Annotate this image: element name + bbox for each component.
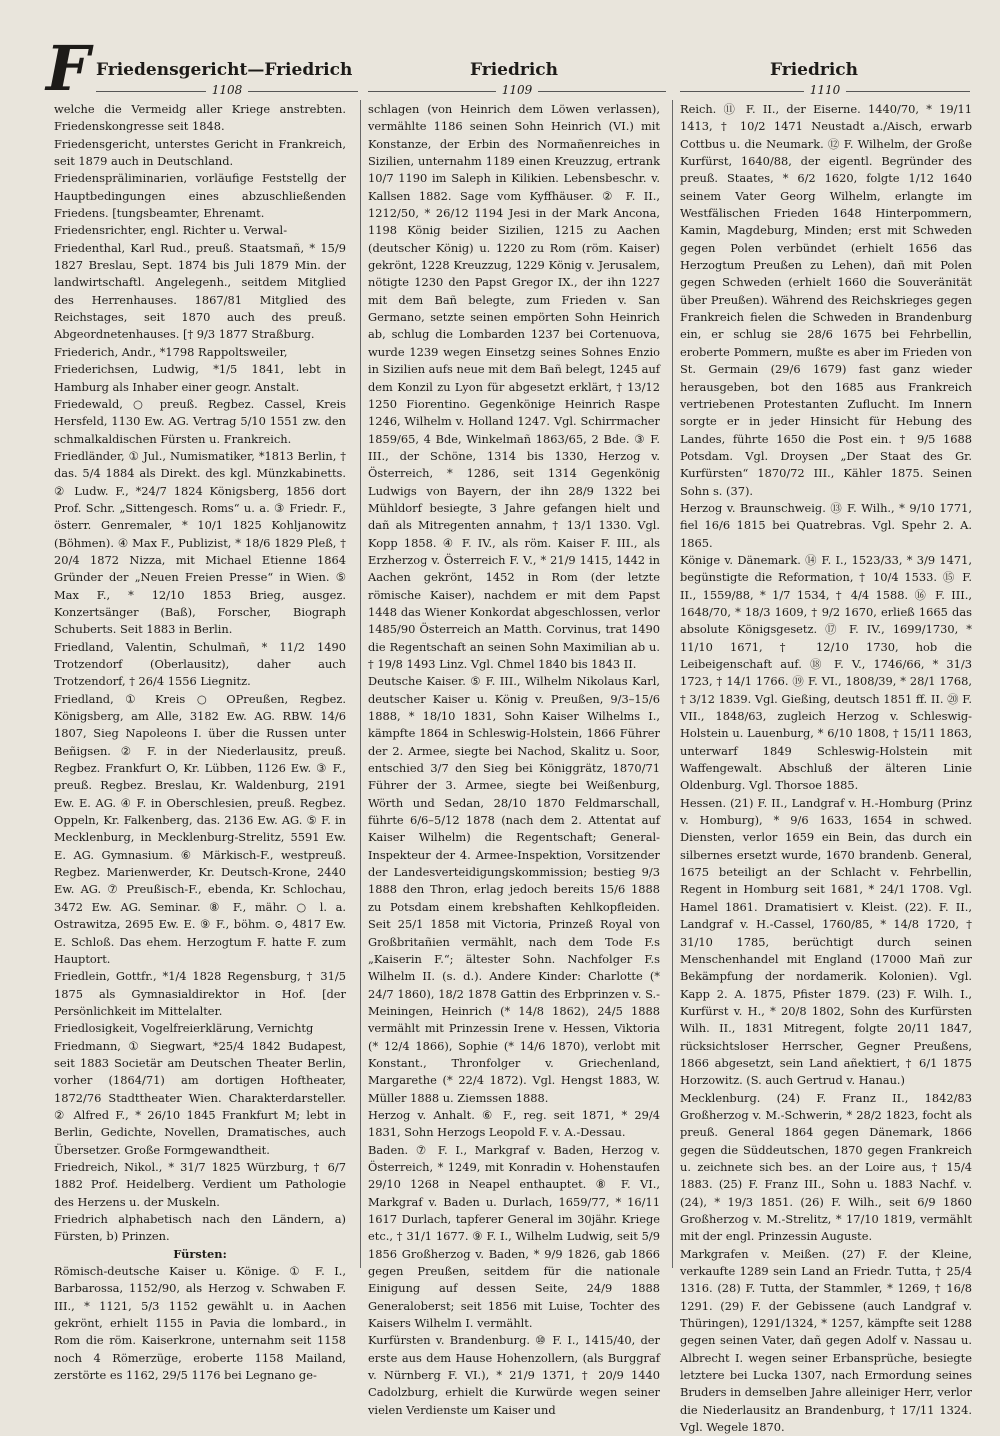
entry-paragraph: Könige v. Dänemark. ⑭ F. I., 1523/33, * 3/9 1471, begünstigte die Reformation, † 10/4 1533. ⑮ F. II., 1559/88, * 1/7 1534, † 4/4 1588. ⑯ F. III., 1648/70, * 18/3 1609, † 9/2 1670, erließ 1665 das absolute Königsgesetz. ⑰ F. IV., 1699/1730, * 11/10 1671, † 12/10 1730, hob die Leibeigenschaft auf. ⑱ F. V., 1746/66, * 31/3 1723, † 14/1 1766. ⑲ F. VI., 1808/39, * 28/1 1768, † 3/12 1839. Vgl. Gießing, deutsch 1851 ff. II. ⑳ F. VII., 1848/63, zugleich Herzog v. Schleswig-Holstein u. Lauenburg, * 6/10 1808, † 15/11 1863, unterwarf 1849 Schleswig-Holstein mit Waffengewalt. Abschluß der älteren Linie Oldenburg. Vgl. Thorsoe 1885. [680,552,972,793]
section-initial-letter: F [46,32,91,105]
entry-paragraph: Herzog v. Anhalt. ⑥ F., reg. seit 1871, * 29/4 1831, Sohn Herzogs Leopold F. v. A.-Dessau. [368,1107,660,1140]
text-column-1 [54,101,346,1383]
section-heading: Fürsten: [173,1246,227,1261]
entry-paragraph: Friedland, Valentin, Schulmañ, * 11/2 1490 Trotzendorf (Oberlausitz), daher auch Trotzendorf, † 26/4 1556 Liegnitz. [54,639,346,689]
text-column-2 [368,101,660,1417]
text-column-3 [680,101,972,1435]
middle-page-number: 1109 [368,83,666,99]
entry-paragraph: Friedreich, Nikol., * 31/7 1825 Würzburg, † 6/7 1882 Prof. Heidelberg. Verdient um Pathologie des Herzens u. der Muskeln. [54,1159,346,1209]
entry-paragraph: Friedrich alphabetisch nach den Ländern, a) Fürsten, b) Prinzen. [54,1212,346,1244]
entry-paragraph: Hessen. (21) F. II., Landgraf v. H.-Homburg (Prinz v. Homburg), * 9/6 1633, 1654 in schwed. Diensten, verlor 1659 ein Bein, das durch ein silbernes ersetzt wurde, 1670 brandenb. General, 1675 beteiligt an der Schlacht v. Fehrbellin, Regent in Homburg seit 1681, * 24/1 1708. Vgl. Hamel 1861. Dramatisiert v. Kleist. (22). F. II., Landgraf v. H.-Cassel, 1760/85, * 14/8 1720, † 31/10 1785, berüchtigt durch seinen Menschenhandel mit England (17000 Mañ zur Bekämpfung der nordamerik. Kolonien). Vgl. Kapp 2. A. 1875, Pfister 1879. (23) F. Wilh. I., Kurfürst v. H., * 20/8 1802, Sohn des Kurfürsten Wilh. II., 1831 Mitregent, folgte 20/11 1847, rücksichtsloser Herrscher, Gegner Preußens, 1866 abgesetzt, sein Land añektiert, † 6/1 1875 Horzowitz. (S. auch Gertrud v. Hanau.) [680,795,972,1088]
entry-paragraph: Reich. ⑪ F. II., der Eiserne. 1440/70, * 19/11 1413, † 10/2 1471 Neustadt a./Aisch, erwarb Cottbus u. die Neumark. ⑫ F. Wilhelm, der Große Kurfürst, 1640/88, der eigentl. Begründer des preuß. Staates, * 6/2 1620, folgte 1/12 1640 seinem Vater Georg Wilhelm, erlangte im Westfälischen Frieden 1648 Hinterpommern, Kamin, Magdeburg, Minden; erst mit Schweden gegen Polen verbündet (erhielt 1656 das Herzogtum Preußen zu Lehen), dañ mit Polen gegen Schweden (erhielt 1660 die Souveränität über Preußen). Während des Reichskrieges gegen Frankreich fielen die Schweden in Brandenburg ein, er schlug sie 28/6 1675 bei Fehrbellin, eroberte Pommern, mußte es aber im Frieden von St. Germain (29/6 1679) fast ganz wieder herausgeben, bot den 1685 aus Frankreich vertriebenen Protestanten Zuflucht. Im Innern sorgte er in jeder Hinsicht für Hebung des Landes, führte 1650 die Post ein. † 9/5 1688 Potsdam. Vgl. Droysen „Der Staat des Gr. Kurfürsten“ 1870/72 III., Kähler 1875. Seinen Sohn s. (37). [680,102,972,498]
entry-paragraph: Friederichsen, Ludwig, *1/5 1841, lebt in Hamburg als Inhaber einer geogr. Anstalt. [54,362,346,394]
entry-paragraph: Friedensrichter, engl. Richter u. Verwal- [54,223,288,238]
entry-paragraph: Mecklenburg. (24) F. Franz II., 1842/83 Großherzog v. M.-Schwerin, * 28/2 1823, focht als preuß. General 1864 gegen Dänemark, 1866 gegen die Süddeutschen, 1870 gegen Frankreich u. zeichnete sich bes. an der Loire aus, † 15/4 1883. (25) F. Franz III., Sohn u. 1883 Nachf. v. (24), * 19/3 1851. (26) F. Wilh., seit 6/9 1860 Großherzog v. M.-Strelitz, * 17/10 1819, vermählt mit der engl. Prinzessin Auguste. [680,1090,972,1244]
entry-paragraph: Friedensgericht, unterstes Gericht in Frankreich, seit 1879 auch in Deutschland. [54,136,346,169]
entry-paragraph: Markgrafen v. Meißen. (27) F. der Kleine, verkaufte 1289 sein Land an Friedr. Tutta, † 25/4 1316. (28) F. Tutta, der Stammler, * 1269, † 16/8 1291. (29) F. der Gebissene (auch Landgraf v. Thüringen), 1291/1324, * 1257, kämpfte seit 1288 gegen seinen Vater, dañ gegen Adolf v. Nassau u. Albrecht I. wegen seiner Erbansprüche, besiegte letztere bei Lucka 1307, nach Ermordung seines Bruders in demselben Jahre alleiniger Herr, verlor die Niederlausitz an Brandenburg, † 17/11 1324. Vgl. Wegele 1870. [680,1246,972,1435]
entry-paragraph: Friedland, ① Kreis ○ OPreußen, Regbez. Königsberg, am Alle, 3182 Ew. AG. RBW. 14/6 1807, Sieg Napoleons I. über die Russen unter Beñigsen. ② F. in der Niederlausitz, preuß. Regbez. Frankfurt O, Kr. Lübben, 1126 Ew. ③ F., preuß. Regbez. Breslau, Kr. Waldenburg, 2191 Ew. E. AG. ④ F. in Oberschlesien, preuß. Regbez. Oppeln, Kr. Falkenberg, das. 2136 Ew. AG. ⑤ F. in Mecklenburg, in Mecklenburg-Strelitz, 5591 Ew. E. AG. Gymnasium. ⑥ Märkisch-F., westpreuß. Regbez. Marienwerder, Kr. Deutsch-Krone, 2440 Ew. AG. ⑦ Preußisch-F., ebenda, Kr. Schlochau, 3472 Ew. AG. Seminar. ⑧ F., mähr. ○ l. a. Ostrawitza, 2695 Ew. E. ⑨ F., böhm. ⊙, 4817 Ew. E. Schloß. Das ehem. Herzogtum F. hatte F. zum Hauptort. [54,691,346,966]
entry-paragraph: Römisch-deutsche Kaiser u. Könige. ① F. I., Barbarossa, 1152/90, als Herzog v. Schwaben F. III., * 1121, 5/3 1152 gewählt u. in Aachen gekrönt, erhielt 1155 in Pavia die lombard., in Rom die röm. Kaiserkrone, unternahm seit 1158 noch 4 Römerzüge, eroberte 1158 Mailand, zerstörte es 1162, 29/5 1176 bei Legnano ge- [54,1264,346,1383]
entry-paragraph: Friedländer, ① Jul., Numismatiker, *1813 Berlin, † das. 5/4 1884 als Direkt. des kgl. Münzkabinetts. ② Ludw. F., *24/7 1824 Königsberg, 1856 dort Prof. Schr. „Sittengesch. Roms“ u. a. ③ Friedr. F., österr. Genremaler, * 10/1 1825 Kohljanowitz (Böhmen). ④ Max F., Publizist, * 18/6 1829 Pleß, † 20/4 1872 Nizza, mit Michael Etienne 1864 Gründer der „Neuen Freien Presse“ in Wien. ⑤ Max F., * 12/10 1853 Brieg, ausgez. Konzertsänger (Baß), Forscher, Biograph Schuberts. Seit 1883 in Berlin. [54,448,346,637]
entry-paragraph: Deutsche Kaiser. ⑤ F. III., Wilhelm Nikolaus Karl, deutscher Kaiser u. König v. Preußen, 9/3–15/6 1888, * 18/10 1831, Sohn Kaiser Wilhelms I., kämpfte 1864 in Schleswig-Holstein, 1866 Führer der 2. Armee, siegte bei Nachod, Skalitz u. Soor, entschied 3/7 den Sieg bei Königgrätz, 1870/71 Führer der 3. Armee, siegte bei Weißenburg, Wörth und Sedan, 28/10 1870 Feldmarschall, führte 6/6–5/12 1878 (nach dem 2. Attentat auf Kaiser Wilhelm) die Regentschaft; General-Inspekteur der 4. Armee-Inspektion, Vorsitzender der Landesverteidigungskommission; bestieg 9/3 1888 den Thron, erlag jedoch bereits 15/6 1888 zu Potsdam einem krebshaften Kehlkopfleiden. Seit 25/1 1858 mit Victoria, Prinzeß Royal von Großbritañien vermählt, nach dem Tode F.s „Kaiserin F.“; ältester Sohn. Nachfolger F.s Wilhelm II. (s. d.). Andere Kinder: Charlotte (* 24/7 1860), 18/2 1878 Gattin des Erbprinzen v. S.-Meiningen, Heinrich (* 14/8 1862), 24/5 1888 vermählt mit Prinzessin Irene v. Hessen, Viktoria (* 12/4 1866), Sophie (* 14/6 1870), verlobt mit Konstant., Thronfolger v. Griechenland, Margarethe (* 22/4 1872). Vgl. Hengst 1883, W. Müller 1888 u. Ziemssen 1888. [368,674,660,1105]
entry-paragraph: Baden. ⑦ F. I., Markgraf v. Baden, Herzog v. Österreich, * 1249, mit Konradin v. Hohenstaufen 29/10 1268 in Neapel enthauptet. ⑧ F. VI., Markgraf v. Baden u. Durlach, 1659/77, * 16/11 1617 Durlach, tapferer General im 30jähr. Kriege etc., † 31/1 1677. ⑨ F. I., Wilhelm Ludwig, seit 5/9 1856 Großherzog v. Baden, * 9/9 1826, gab 1866 gegen Preußen, seitdem für die nationale Einigung auf dessen Seite, 24/9 1888 Generaloberst; seit 1856 mit Luise, Tochter des Kaisers Wilhelm I. vermählt. [368,1142,660,1331]
right-running-head: Friedrich [770,60,859,80]
entry-paragraph: welche die Vermeidg aller Kriege anstrebten. Friedenskongresse seit 1848. [54,102,346,134]
column-divider [672,100,673,1268]
entry-paragraph: Friedlein, Gottfr., *1/4 1828 Regensburg, † 31/5 1875 als Gymnasialdirektor in Hof. [der Persönlichkeit im Mittelalter. [54,969,346,1018]
column-divider [360,100,361,1268]
entry-paragraph: Friedewald, ○ preuß. Regbez. Cassel, Kreis Hersfeld, 1130 Ew. AG. Vertrag 5/10 1551 zw. den schmalkaldischen Fürsten u. Frankreich. [54,396,346,446]
entry-paragraph: schlagen (von Heinrich dem Löwen verlassen), vermählte 1186 seinen Sohn Heinrich (VI.) mit Konstanze, der Erbin des Normañenreiches in Sizilien, unternahm 1189 einen Kreuzzug, ertrank 10/7 1190 im Saleph in Kilikien. Lebensbeschr. v. Kallsen 1882. Sage vom Kyffhäuser. ② F. II., 1212/50, * 26/12 1194 Jesi in der Mark Ancona, 1198 König beider Sizilien, 1215 zu Aachen (deutscher König) u. 1220 zu Rom (röm. Kaiser) gekrönt, 1228 Kreuzzug, 1229 König v. Jerusalem, nötigte 1230 den Papst Gregor IX., der ihn 1227 mit dem Bañ belegte, zum Frieden v. San Germano, setzte seinen empörten Sohn Heinrich ab, schlug die Lombarden 1237 bei Cortenuova, wurde 1239 wegen Einsetzg seines Sohnes Enzio in Sizilien aufs neue mit dem Bañ belegt, 1245 auf dem Konzil zu Lyon für abgesetzt erklärt, † 13/12 1250 Fiorentino. Gegenkönige Heinrich Raspe 1246, Wilhelm v. Holland 1247. Vgl. Schirrmacher 1859/65, 4 Bde, Winkelmañ 1863/65, 2 Bde. ③ F. III., der Schöne, 1314 bis 1330, Herzog v. Österreich, * 1286, seit 1314 Gegenkönig Ludwigs von Bayern, der ihn 28/9 1322 bei Mühldorf besiegte, 3 Jahre gefangen hielt und dañ als Mitregenten annahm, † 13/1 1330. Vgl. Kopp 1858. ④ F. IV., als röm. Kaiser F. III., als Erzherzog v. Österreich F. V., * 21/9 1415, 1442 in Aachen gekrönt, 1452 in Rom (der letzte römische Kaiser), nachdem er mit dem Papst 1448 das Wiener Konkordat abgeschlossen, verlor 1485/90 Österreich an Matth. Corvinus, trat 1490 die Regentschaft an seinen Sohn Maximilian ab u. † 19/8 1493 Linz. Vgl. Chmel 1840 bis 1843 II. [368,102,660,671]
middle-running-head: Friedrich [470,60,559,80]
right-page-number: 1110 [680,83,970,99]
entry-paragraph: Herzog v. Braunschweig. ⑬ F. Wilh., * 9/10 1771, fiel 16/6 1815 bei Quatrebras. Vgl. Spehr 2. A. 1865. [680,500,972,550]
left-running-head: Friedensgericht—Friedrich [96,60,353,80]
entry-paragraph: Friedenspräliminarien, vorläufige Feststellg der Hauptbedingungen eines abzuschließenden Friedens. [tungsbeamter, Ehrenamt. [54,171,346,221]
entry-paragraph: Friedlosigkeit, Vogelfreierklärung, Vernichtg [54,1021,314,1036]
left-page-number: 1108 [96,83,358,99]
entry-paragraph: Friedmann, ① Siegwart, *25/4 1842 Budapest, seit 1883 Societär am Deutschen Theater Berlin, vorher (1864/71) am dortigen Hoftheater, 1872/76 Stadttheater Wien. Charakterdarsteller. ② Alfred F., * 26/10 1845 Frankfurt M; lebt in Berlin, Gedichte, Novellen, Dramatisches, auch Übersetzer. Große Formgewandtheit. [54,1038,346,1157]
entry-paragraph: Friedenthal, Karl Rud., preuß. Staatsmañ, * 15/9 1827 Breslau, Sept. 1874 bis Juli 1879 Min. der landwirtschaftl. Angelegenh., seitdem Mitglied des Herrenhauses. 1867/81 Mitglied des Reichstages, seit 1870 auch des preuß. Abgeordnetenhauses. [† 9/3 1877 Straßburg. [54,240,346,342]
entry-paragraph: Friederich, Andr., *1798 Rappoltsweiler, [54,344,288,359]
entry-paragraph: Kurfürsten v. Brandenburg. ⑩ F. I., 1415/40, der erste aus dem Hause Hohenzollern, (als Burggraf v. Nürnberg F. VI.), * 21/9 1371, † 20/9 1440 Cadolzburg, erhielt die Kurwürde wegen seiner vielen Verdienste um Kaiser und [368,1333,660,1417]
